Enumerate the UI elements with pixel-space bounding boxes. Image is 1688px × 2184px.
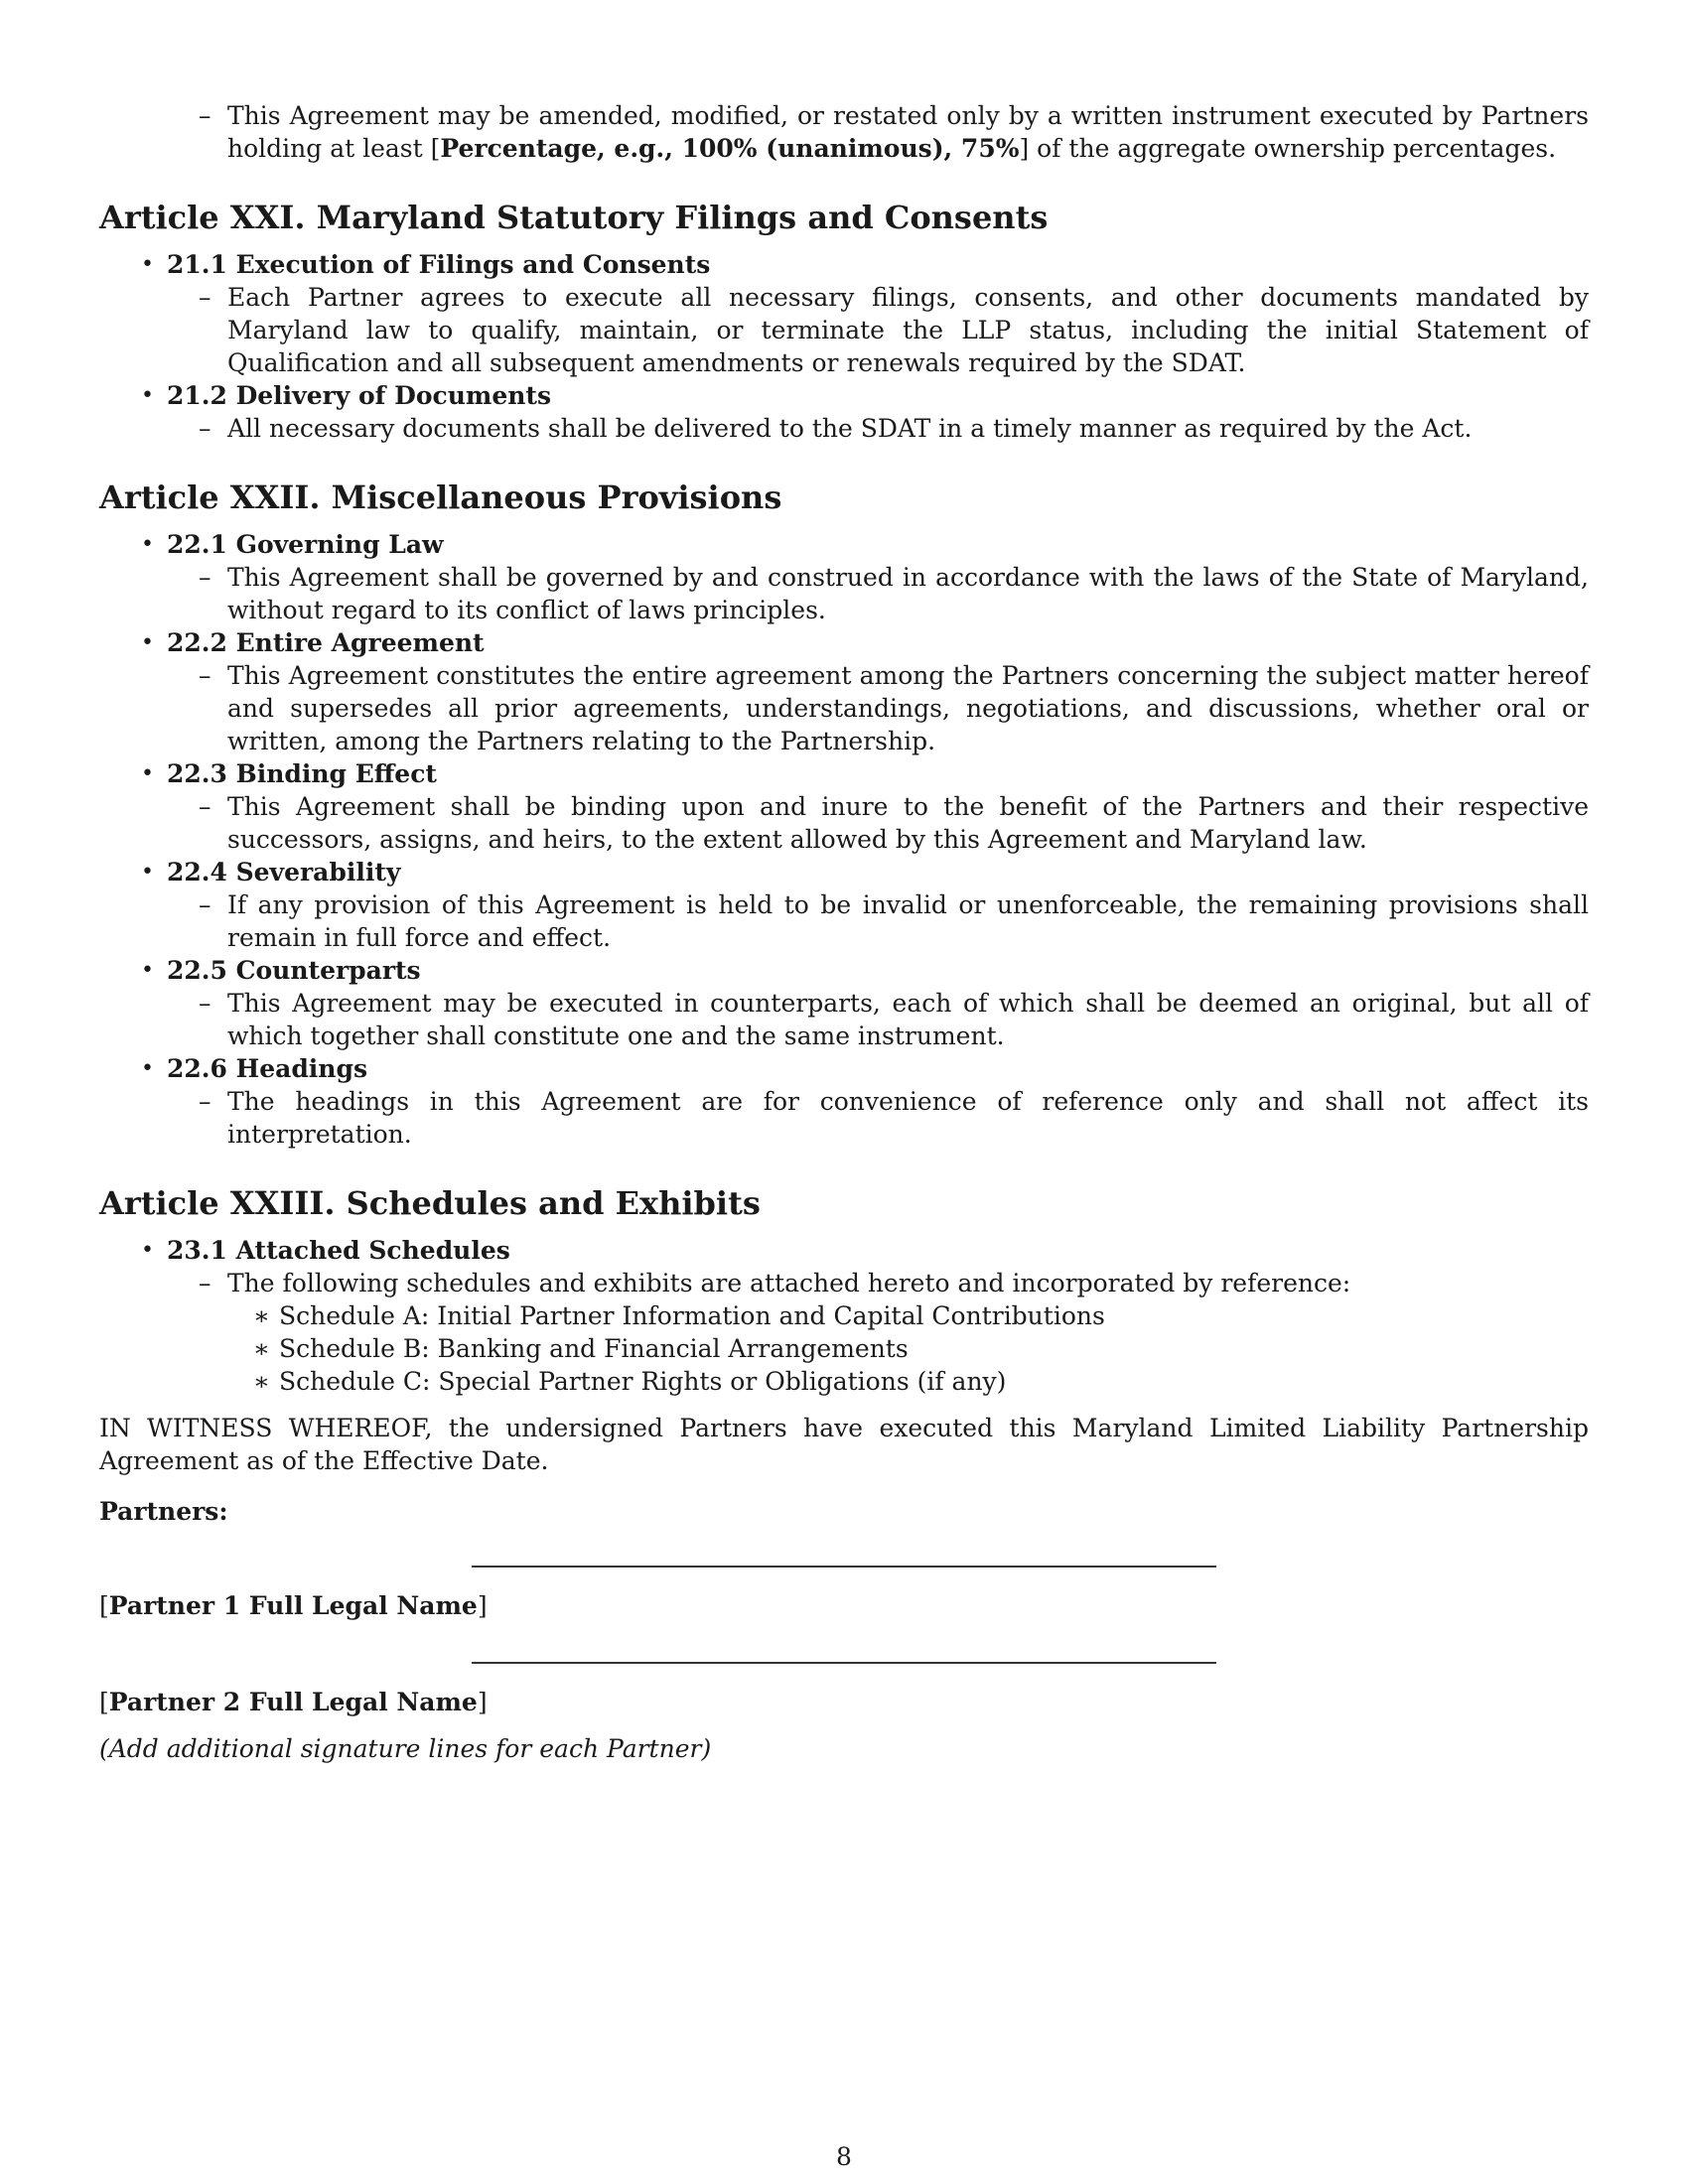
bullet-marker: • <box>141 1238 154 1263</box>
additional-signatures-note: (Add additional signature lines for each Partner) <box>99 1734 712 1763</box>
schedule-text: Schedule A: Initial Partner Information and Capital Contributions <box>279 1301 1105 1330</box>
section-body <box>199 412 1589 445</box>
dash-marker: – <box>199 414 211 443</box>
section-body <box>199 281 1589 379</box>
amendment-text-pre: This Agreement may be amended, modified, or restated only by a written instrument executed by Partners holding at least [ <box>227 101 1589 163</box>
signature-block-1 <box>99 1566 1589 1622</box>
section-text: All necessary documents shall be delivered to the SDAT in a timely manner as required by the Act. <box>227 414 1473 443</box>
bullet-marker: • <box>141 383 154 408</box>
article-xxi-title: Article XXI. Maryland Statutory Filings and Consents <box>99 199 1049 236</box>
bullet-marker: • <box>141 761 154 786</box>
section-title: 22.2 Entire Agreement <box>167 628 485 657</box>
section-text: Each Partner agrees to execute all necessary filings, consents, and other documents mandated by Maryland law to qualify, maintain, or terminate the LLP status, including the initial Statement of Qualification and all subsequent amendments or renewals required by the SDAT. <box>227 283 1589 377</box>
section-title: 22.3 Binding Effect <box>167 759 437 788</box>
asterisk-marker: ∗ <box>253 1301 270 1330</box>
bullet-marker: • <box>141 252 154 277</box>
section-text: The headings in this Agreement are for convenience of reference only and shall not affect its interpretation. <box>227 1087 1589 1149</box>
asterisk-marker: ∗ <box>253 1334 270 1363</box>
section-text: This Agreement constitutes the entire agreement among the Partners concerning the subject matter hereof and supersedes all prior agreements, understandings, negotiations, and discussions, whether oral or written, among the Partners relating to the Partnership. <box>227 661 1589 755</box>
signature-line[interactable] <box>472 1662 1216 1664</box>
section-title: 23.1 Attached Schedules <box>167 1236 510 1265</box>
section-title: 22.6 Headings <box>167 1054 368 1083</box>
dash-marker: – <box>199 792 211 821</box>
amendment-clause <box>199 99 1589 165</box>
section-body <box>199 659 1589 757</box>
amendment-percentage-placeholder: Percentage, e.g., 100% (unanimous), 75% <box>440 134 1020 163</box>
article-xxii-title: Article XXII. Miscellaneous Provisions <box>99 478 782 516</box>
section-text: The following schedules and exhibits are attached hereto and incorporated by reference: <box>227 1269 1351 1297</box>
dash-marker: – <box>199 661 211 690</box>
section-body <box>199 1267 1589 1299</box>
section-title: 21.1 Execution of Filings and Consents <box>167 250 711 279</box>
section-23-1 <box>141 1234 1589 1299</box>
schedule-text: Schedule B: Banking and Financial Arrangements <box>279 1334 909 1363</box>
bullet-marker: • <box>141 958 154 983</box>
bullet-marker: • <box>141 860 154 885</box>
amendment-text-post: ] of the aggregate ownership percentages. <box>1019 134 1557 163</box>
partner-1-name-label: [Partner 1 Full Legal Name] <box>99 1591 488 1620</box>
section-22-3 <box>141 757 1589 856</box>
section-22-1 <box>141 528 1589 626</box>
schedule-item <box>253 1332 1589 1365</box>
section-title: 22.4 Severability <box>167 858 401 887</box>
dash-marker: – <box>199 1269 211 1297</box>
schedule-item <box>253 1299 1589 1332</box>
page-number: 8 <box>836 2142 852 2171</box>
witness-statement: IN WITNESS WHEREOF, the undersigned Partners have executed this Maryland Limited Liability Partnership Agreement as of the Effective Date. <box>99 1414 1589 1475</box>
section-text: If any provision of this Agreement is held to be invalid or unenforceable, the remaining provisions shall remain in full force and effect. <box>227 890 1589 952</box>
bullet-marker: • <box>141 630 154 655</box>
schedule-text: Schedule C: Special Partner Rights or Obligations (if any) <box>279 1367 1007 1396</box>
section-body <box>199 790 1589 856</box>
asterisk-marker: ∗ <box>253 1367 270 1396</box>
section-body <box>199 1085 1589 1151</box>
dash-marker: – <box>199 1087 211 1116</box>
section-22-4 <box>141 856 1589 954</box>
section-text: This Agreement shall be governed by and construed in accordance with the laws of the State of Maryland, without regard to its conflict of laws principles. <box>227 563 1589 624</box>
article-xxiii-title: Article XXIII. Schedules and Exhibits <box>99 1184 761 1222</box>
bullet-marker: • <box>141 532 154 557</box>
bullet-marker: • <box>141 1056 154 1081</box>
section-title: 21.2 Delivery of Documents <box>167 381 552 410</box>
partner-1-name: Partner 1 Full Legal Name <box>108 1591 478 1620</box>
page-content <box>99 99 1589 1765</box>
dash-marker: – <box>199 563 211 592</box>
section-body <box>199 561 1589 626</box>
section-22-5 <box>141 954 1589 1052</box>
section-title: 22.5 Counterparts <box>167 956 421 985</box>
dash-marker: – <box>199 283 211 312</box>
section-22-6 <box>141 1052 1589 1151</box>
dash-marker: – <box>199 101 211 130</box>
signature-block-2 <box>99 1662 1589 1718</box>
dash-marker: – <box>199 890 211 919</box>
section-21-2 <box>141 379 1589 445</box>
section-text: This Agreement shall be binding upon and inure to the benefit of the Partners and their respective successors, assigns, and heirs, to the extent allowed by this Agreement and Maryland law. <box>227 792 1589 854</box>
partner-2-name: Partner 2 Full Legal Name <box>108 1688 478 1716</box>
partner-2-name-label: [Partner 2 Full Legal Name] <box>99 1688 488 1716</box>
section-text: This Agreement may be executed in counterparts, each of which shall be deemed an original, but all of which together shall constitute one and the same instrument. <box>227 989 1589 1050</box>
section-22-2 <box>141 626 1589 757</box>
schedule-item <box>253 1365 1589 1398</box>
section-body <box>199 888 1589 954</box>
partners-label: Partners: <box>99 1497 228 1526</box>
signature-line[interactable] <box>472 1566 1216 1568</box>
section-body <box>199 987 1589 1052</box>
section-21-1 <box>141 248 1589 379</box>
dash-marker: – <box>199 989 211 1018</box>
section-title: 22.1 Governing Law <box>167 530 444 559</box>
